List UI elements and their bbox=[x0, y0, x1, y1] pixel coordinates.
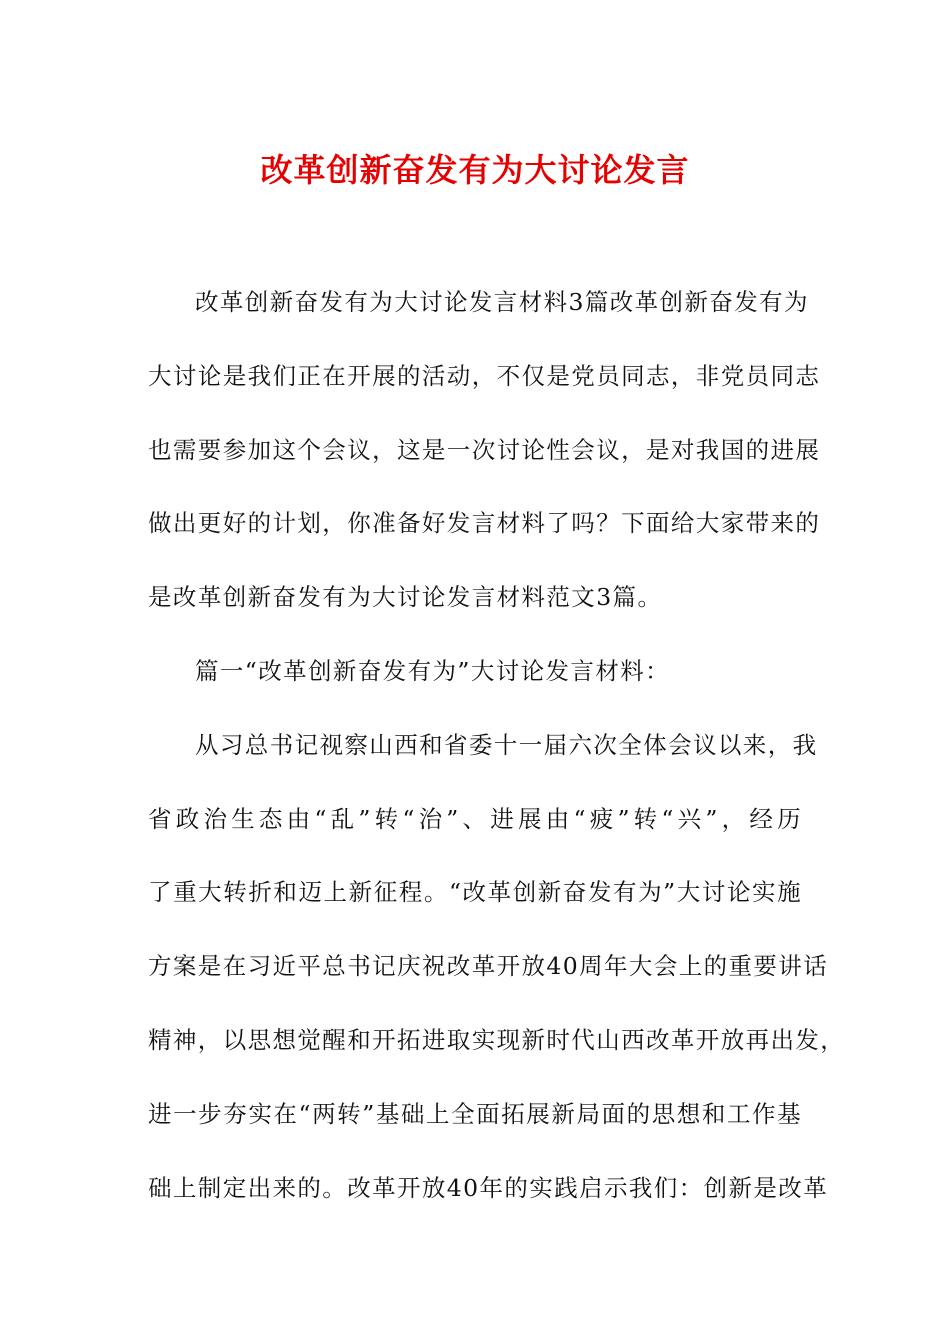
paragraph-line: 做出更好的计划，你准备好发言材料了吗？下面给大家带来的 bbox=[148, 509, 821, 538]
paragraph-line: 础上制定出来的。改革开放40年的实践启示我们：创新是改革 bbox=[148, 1173, 829, 1202]
paragraph-line: 了重大转折和迈上新征程。“改革创新奋发有为”大讨论实施 bbox=[148, 878, 802, 907]
paragraph-line: 省政治生态由“乱”转“治”、进展由“疲”转“兴”，经历 bbox=[148, 804, 802, 833]
section-heading-line: 篇一“改革创新奋发有为”大讨论发言材料： bbox=[195, 656, 671, 685]
paragraph-line: 从习总书记视察山西和省委十一届六次全体会议以来，我 bbox=[195, 730, 818, 759]
paragraph-line: 进一步夯实在“两转”基础上全面拓展新局面的思想和工作基 bbox=[148, 1099, 802, 1128]
paragraph-line: 精神，以思想觉醒和开拓进取实现新时代山西改革开放再出发， bbox=[148, 1025, 846, 1054]
paragraph-line: 方案是在习近平总书记庆祝改革开放40周年大会上的重要讲话 bbox=[148, 952, 829, 981]
document-title: 改革创新奋发有为大讨论发言 bbox=[260, 151, 690, 189]
document-body bbox=[148, 266, 846, 1225]
paragraph-line: 大讨论是我们正在开展的活动，不仅是党员同志，非党员同志 bbox=[148, 361, 821, 390]
paragraph-line: 是改革创新奋发有为大讨论发言材料范文3篇。 bbox=[148, 583, 663, 612]
paragraph-line: 改革创新奋发有为大讨论发言材料3篇改革创新奋发有为 bbox=[195, 288, 809, 316]
paragraph-line: 也需要参加这个会议，这是一次讨论性会议，是对我国的进展 bbox=[148, 435, 821, 464]
